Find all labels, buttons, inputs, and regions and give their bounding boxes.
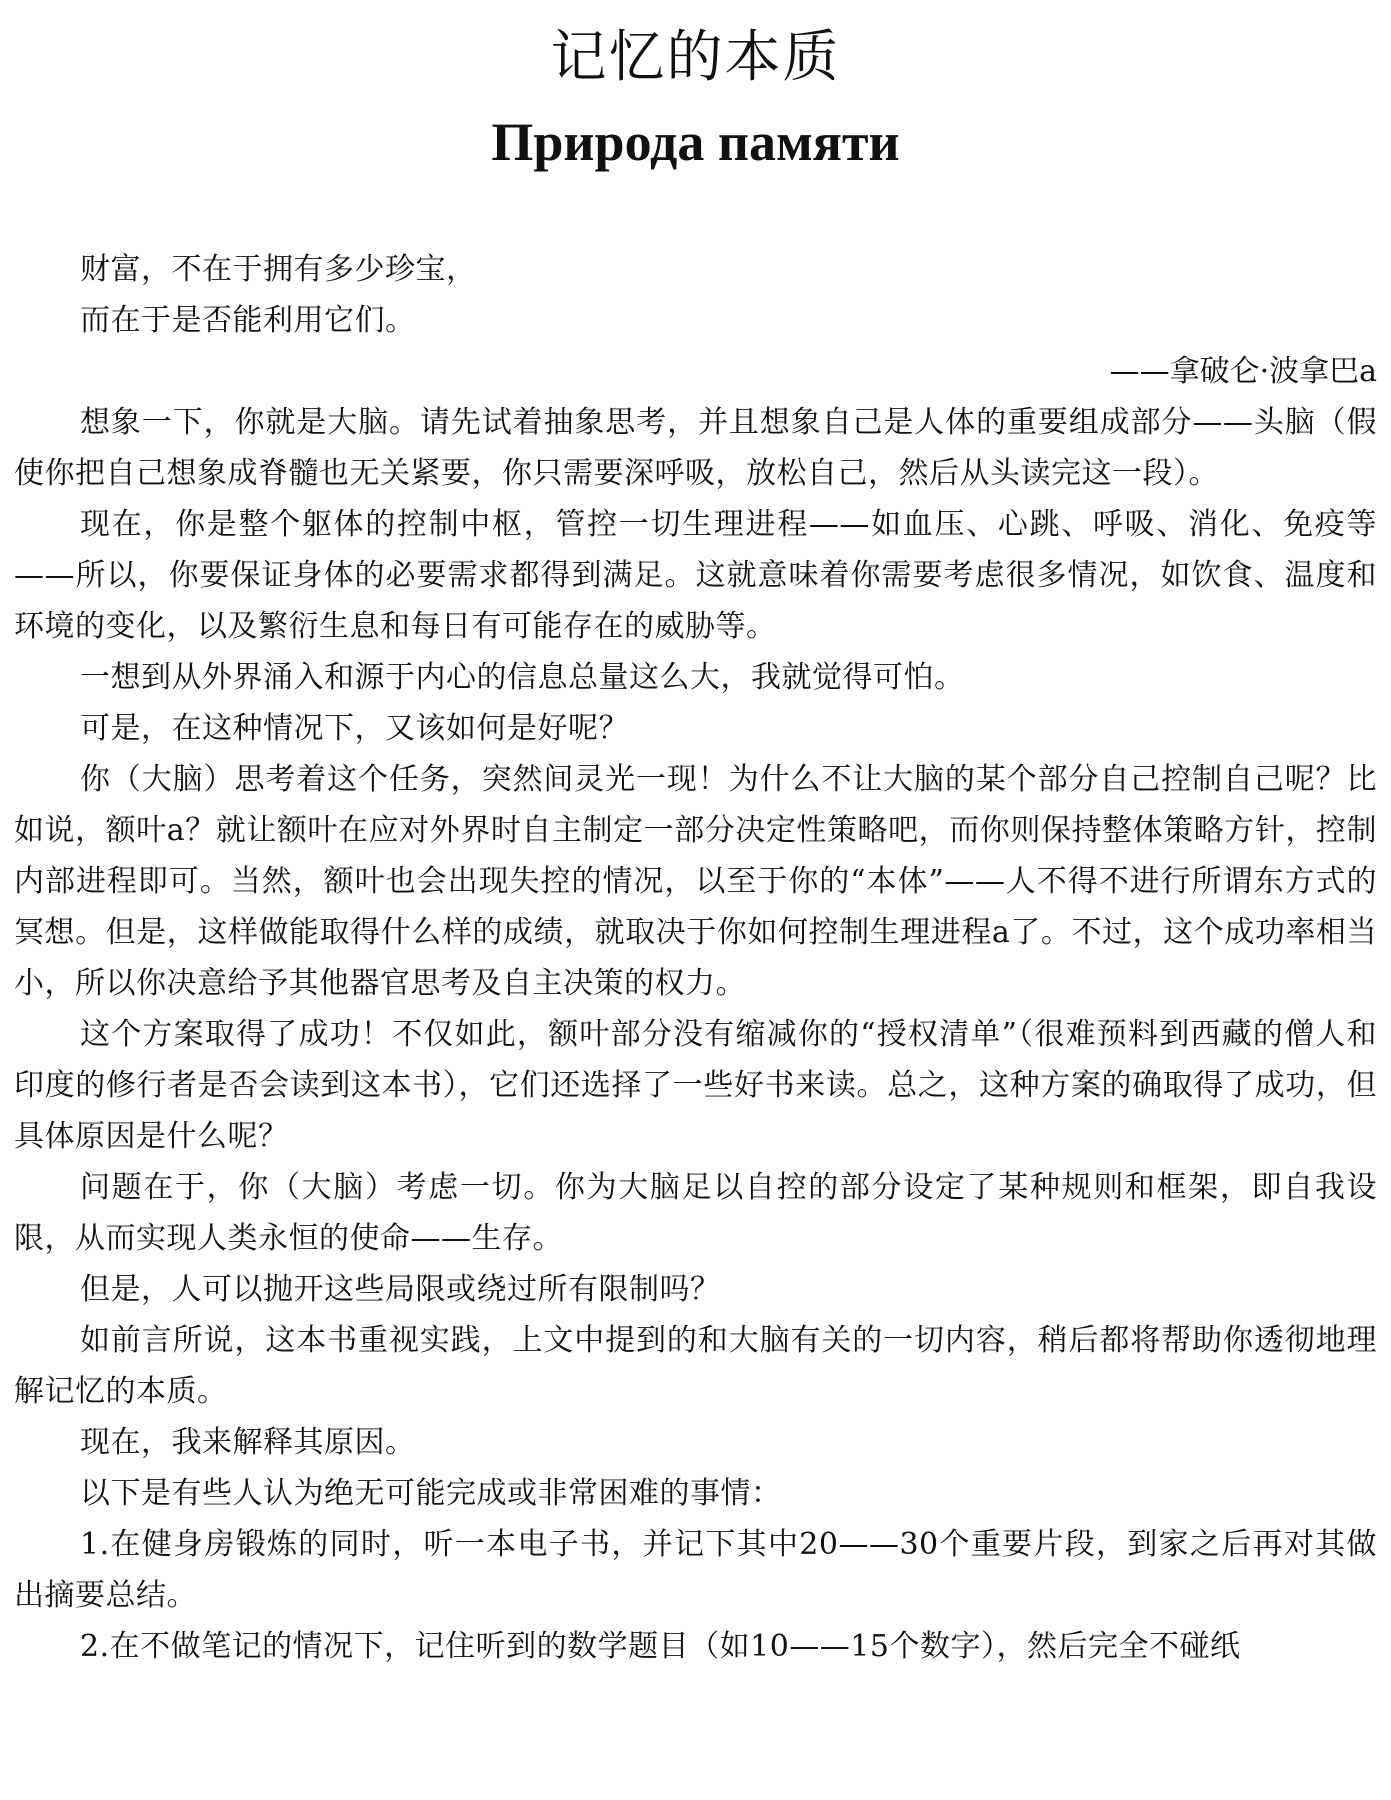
paragraph: 现在，我来解释其原因。	[80, 1425, 416, 1460]
paragraph: 以下是有些人认为绝无可能完成或非常困难的事情：	[80, 1476, 782, 1511]
chapter-title-chinese: 记忆的本质	[550, 25, 841, 90]
paragraph: 想象一下，你就是大脑。请先试着抽象思考，并且想象自己是人体的重要组成部分——头脑（假使你把自己想象成脊髓也无关紧要，你只需要深呼吸，放松自己，然后从头读完这一段）。	[14, 405, 1377, 491]
paragraph: 可是，在这种情况下，又该如何是好呢？	[80, 711, 629, 746]
paragraph: 现在，你是整个躯体的控制中枢，管控一切生理进程——如血压、心跳、呼吸、消化、免疫等——所以，你要保证身体的必要需求都得到满足。这就意味着你需要考虑很多情况，如饮食、温度和环境的变化，以及繁衍生息和每日有可能存在的威胁等。	[14, 507, 1377, 644]
paragraph: 一想到从外界涌入和源于内心的信息总量这么大，我就觉得可怕。	[80, 660, 965, 695]
paragraph: 你（大脑）思考着这个任务，突然间灵光一现！为什么不让大脑的某个部分自己控制自己呢？比如说，额叶a？就让额叶在应对外界时自主制定一部分决定性策略吧，而你则保持整体策略方针，控制内部进程即可。当然，额叶也会出现失控的情况，以至于你的“本体”——人不得不进行所谓东方式的冥想。但是，这样做能取得什么样的成绩，就取决于你如何控制生理进程a了。不过，这个成功率相当小，所以你决意给予其他器官思考及自主决策的权力。	[14, 762, 1377, 1001]
paragraph: 这个方案取得了成功！不仅如此，额叶部分没有缩减你的“授权清单”（很难预料到西藏的僧人和印度的修行者是否会读到这本书），它们还选择了一些好书来读。总之，这种方案的确取得了成功，但具体原因是什么呢？	[14, 1017, 1377, 1154]
paragraph: 如前言所说，这本书重视实践，上文中提到的和大脑有关的一切内容，稍后都将帮助你透彻地理解记忆的本质。	[14, 1323, 1377, 1409]
paragraph: 但是，人可以抛开这些局限或绕过所有限制吗？	[80, 1272, 721, 1307]
list-item: 2.在不做笔记的情况下，记住听到的数学题目（如10——15个数字），然后完全不碰纸	[80, 1629, 1241, 1664]
paragraph: 问题在于，你（大脑）考虑一切。你为大脑足以自控的部分设定了某种规则和框架，即自我设限，从而实现人类永恒的使命——生存。	[14, 1170, 1377, 1256]
chapter-title-russian: Природа памяти	[491, 112, 900, 172]
document-body	[14, 244, 1377, 1672]
epigraph-attribution: ——拿破仑·波拿巴a	[1109, 354, 1377, 389]
list-item: 1.在健身房锻炼的同时，听一本电子书，并记下其中20——30个重要片段，到家之后再对其做出摘要总结。	[14, 1527, 1377, 1613]
epigraph-line: 财富，不在于拥有多少珍宝，	[80, 252, 477, 287]
epigraph-line: 而在于是否能利用它们。	[80, 303, 416, 338]
